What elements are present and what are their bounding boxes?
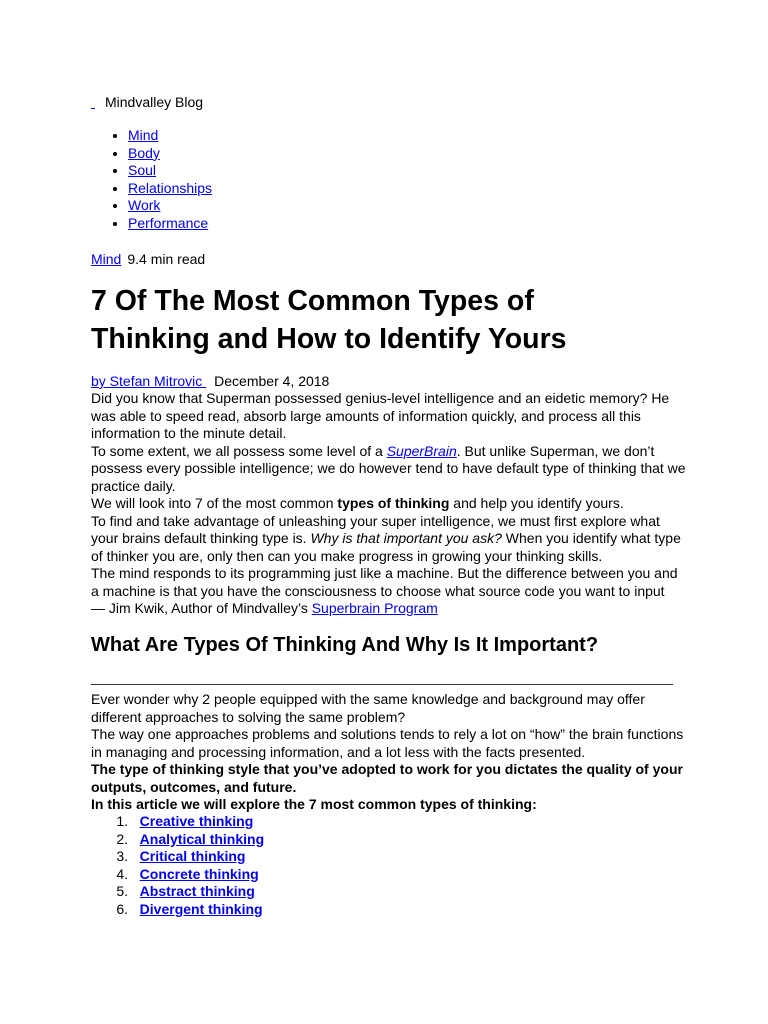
article-meta bbox=[91, 250, 205, 268]
paragraph bbox=[91, 443, 687, 496]
section-heading: What Are Types Of Thinking And Why Is It Important? bbox=[91, 634, 599, 656]
paragraph: Ever wonder why 2 people equipped with the same knowledge and background may offer different approaches to solving the same problem? bbox=[91, 691, 645, 725]
text: . But unlike Superman, we don’t possess every possible intelligence; we do however tend to have default type of thinking that we practice daily. bbox=[91, 442, 686, 494]
site-header bbox=[91, 93, 203, 111]
italic-text: Why is that important you ask? bbox=[310, 530, 502, 546]
text: To find and take advantage of unleashing your super intelligence, we must first explore what your brains default thinking type is. bbox=[91, 512, 660, 546]
nav-link-performance[interactable]: Performance bbox=[128, 214, 209, 231]
nav-link-mind[interactable]: Mind bbox=[128, 127, 159, 143]
article-intro bbox=[91, 390, 687, 618]
blog-name: Mindvalley Blog bbox=[105, 94, 204, 110]
read-time: 9.4 min read bbox=[127, 251, 206, 267]
paragraph bbox=[91, 513, 687, 566]
nav-item-work bbox=[128, 197, 212, 215]
text: — Jim Kwik, Author of Mindvalley’s bbox=[91, 600, 312, 616]
creative-thinking-link[interactable]: Creative thinking bbox=[139, 813, 254, 829]
text: When you identify what type of thinker you are, only then can you make progress in growing your thinking skills. bbox=[91, 530, 681, 564]
article-title: 7 Of The Most Common Types of Thinking and How to Identify Yours bbox=[91, 285, 567, 355]
nav-link-relationships[interactable]: Relationships bbox=[128, 179, 213, 196]
byline bbox=[91, 373, 329, 391]
thinking-types-list bbox=[91, 813, 264, 919]
paragraph bbox=[91, 495, 687, 513]
section-body bbox=[91, 691, 691, 814]
list-number: 1. bbox=[116, 813, 128, 829]
logo-link[interactable] bbox=[91, 93, 99, 111]
list-number: 4. bbox=[116, 865, 128, 882]
list-item bbox=[91, 831, 264, 849]
list-item bbox=[91, 901, 264, 919]
paragraph-bold: The type of thinking style that you’ve adopted to work for you dictates the quality of your outputs, outcomes, and future. bbox=[91, 761, 683, 795]
author-link[interactable]: by Stefan Mitrovic bbox=[91, 373, 207, 389]
paragraph: Did you know that Superman possessed genius-level intelligence and an eidetic memory? He was able to speed read, absorb large amounts of information quickly, and process all this information to the minute detail. bbox=[91, 390, 670, 441]
text: To some extent, we all possess some level of a bbox=[91, 442, 387, 459]
analytical-thinking-link[interactable]: Analytical thinking bbox=[139, 830, 265, 847]
superbrain-link[interactable]: SuperBrain bbox=[386, 442, 457, 459]
nav-link-work[interactable]: Work bbox=[128, 197, 161, 214]
publish-date: December 4, 2018 bbox=[214, 373, 330, 389]
nav-link-soul[interactable]: Soul bbox=[128, 162, 157, 179]
nav-item-soul bbox=[128, 162, 212, 180]
nav-link-body[interactable]: Body bbox=[128, 144, 160, 161]
nav-item-body bbox=[128, 145, 212, 163]
superbrain-program-link[interactable]: Superbrain Program bbox=[311, 600, 438, 616]
list-number: 5. bbox=[116, 883, 128, 900]
list-item bbox=[91, 883, 264, 901]
category-link[interactable]: Mind bbox=[91, 251, 122, 267]
text: and help you identify yours. bbox=[449, 495, 624, 511]
category-nav bbox=[106, 127, 212, 233]
text: We will look into 7 of the most common bbox=[91, 495, 338, 511]
nav-item-relationships bbox=[128, 180, 212, 198]
list-number: 6. bbox=[116, 900, 128, 917]
nav-item-mind bbox=[128, 127, 212, 145]
list-item bbox=[91, 848, 264, 866]
list-item bbox=[91, 813, 264, 831]
divergent-thinking-link[interactable]: Divergent thinking bbox=[139, 900, 263, 917]
divider bbox=[91, 684, 673, 685]
bold-text: types of thinking bbox=[337, 495, 450, 511]
list-number: 3. bbox=[116, 848, 128, 865]
concrete-thinking-link[interactable]: Concrete thinking bbox=[139, 865, 259, 882]
list-item bbox=[91, 866, 264, 884]
paragraph-bold: In this article we will explore the 7 most common types of thinking: bbox=[91, 796, 537, 812]
list-number: 2. bbox=[116, 830, 128, 847]
paragraph: The way one approaches problems and solutions tends to rely a lot on “how” the brain functions in managing and processing information, and a lot less with the facts presented. bbox=[91, 726, 684, 760]
nav-item-performance bbox=[128, 215, 212, 233]
quote-attribution bbox=[91, 600, 687, 618]
critical-thinking-link[interactable]: Critical thinking bbox=[139, 848, 246, 865]
quote: The mind responds to its programming just like a machine. But the difference between you and a machine is that you have the consciousness to choose what source code you want to input bbox=[91, 565, 678, 599]
abstract-thinking-link[interactable]: Abstract thinking bbox=[139, 883, 255, 900]
